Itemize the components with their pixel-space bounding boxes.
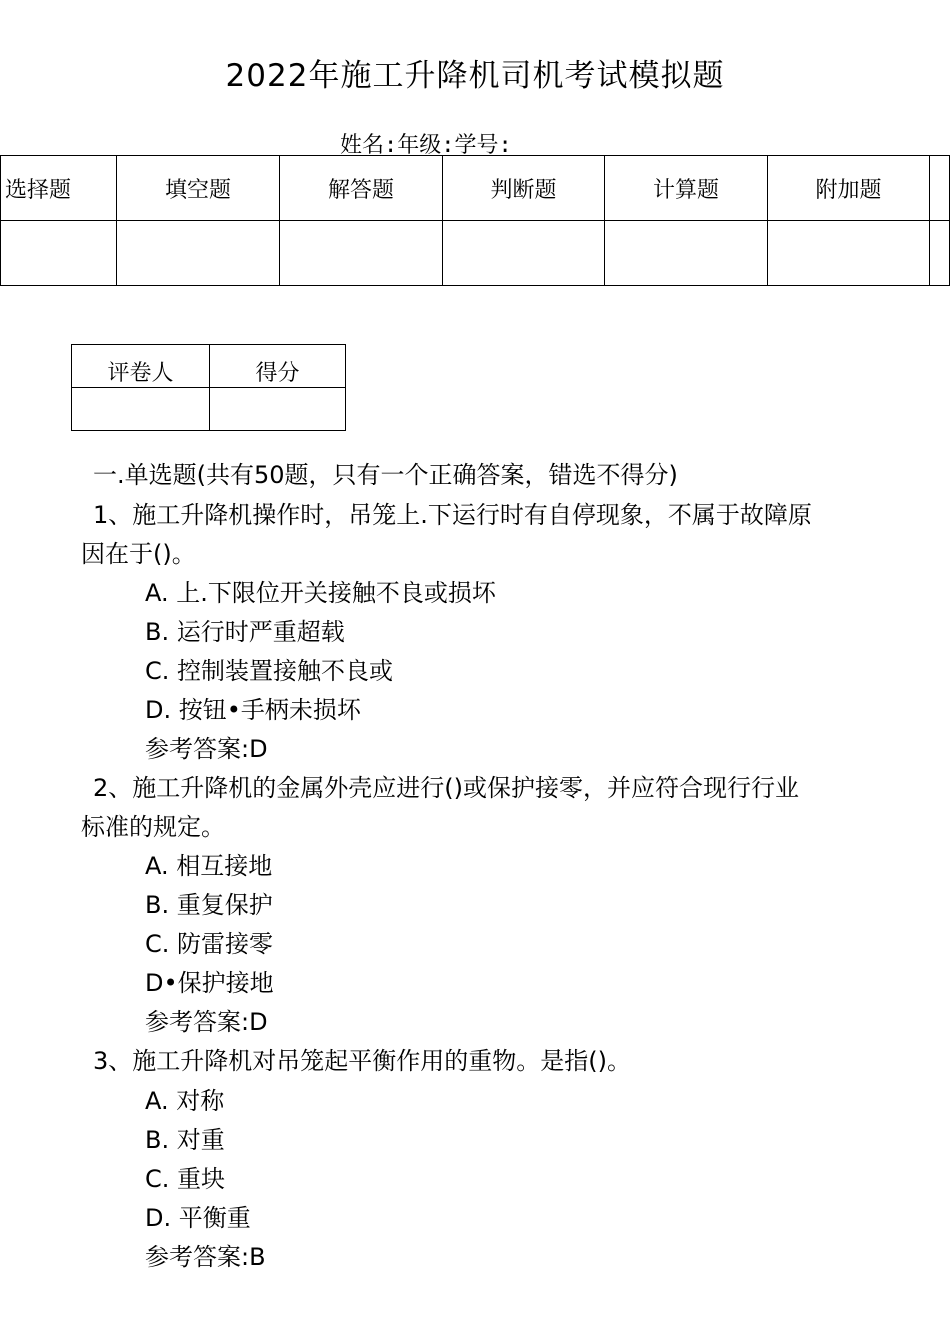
grader-table [71,344,346,431]
score-header-cell: 填空题 [117,156,280,221]
score-header-cell: 计算题 [605,156,768,221]
question-stem: 1、施工升降机操作时，吊笼上.下运行时有自停现象，不属于故障原 [93,501,812,529]
score-entry-cell[interactable] [443,221,605,286]
answer-option: C. 防雷接零 [145,930,274,958]
grader-header-cell: 评卷人 [72,345,210,388]
score-table-entry-row [1,221,950,286]
answer-option: A. 上.下限位开关接触不良或损坏 [145,579,496,607]
section-heading: 一.单选题(共有50题，只有一个正确答案，错选不得分) [93,461,678,489]
grader-entry-cell[interactable] [210,388,346,431]
answer-option: D. 按钮•手柄未损坏 [145,696,361,724]
score-entry-cell[interactable] [768,221,930,286]
answer-option: C. 重块 [145,1165,226,1193]
answer-option: D. 平衡重 [145,1204,251,1232]
answer-option: A. 对称 [145,1087,225,1115]
answer-option: B. 重复保护 [145,891,273,919]
question-stem: 因在于()。 [81,540,196,568]
answer-option: D•保护接地 [145,969,274,997]
reference-answer: 参考答案:D [145,735,268,763]
score-table-header-row [1,156,950,221]
score-entry-cell[interactable] [117,221,280,286]
grader-header-cell: 得分 [210,345,346,388]
score-table [0,155,950,286]
question-stem: 3、施工升降机对吊笼起平衡作用的重物。是指()。 [93,1047,631,1075]
reference-answer: 参考答案:D [145,1008,268,1036]
score-entry-cell[interactable] [930,221,950,286]
page-title: 2022年施工升降机司机考试模拟题 [225,58,725,94]
answer-option: C. 控制装置接触不良或 [145,657,394,685]
score-entry-cell[interactable] [280,221,443,286]
score-entry-cell[interactable] [1,221,117,286]
score-entry-cell[interactable] [605,221,768,286]
question-stem: 2、施工升降机的金属外壳应进行()或保护接零，并应符合现行行业 [93,774,799,802]
grader-table-entry-row [72,388,346,431]
reference-answer: 参考答案:B [145,1243,266,1271]
grader-entry-cell[interactable] [72,388,210,431]
score-header-cell [930,156,950,221]
score-header-cell: 选择题 [1,156,117,221]
student-info-line: 姓名:年级:学号: [340,133,512,158]
answer-option: B. 运行时严重超载 [145,618,345,646]
score-header-cell: 附加题 [768,156,930,221]
score-header-cell: 解答题 [280,156,443,221]
answer-option: A. 相互接地 [145,852,273,880]
grader-table-header-row [72,345,346,388]
score-header-cell: 判断题 [443,156,605,221]
answer-option: B. 对重 [145,1126,225,1154]
question-stem: 标准的规定。 [81,813,225,841]
